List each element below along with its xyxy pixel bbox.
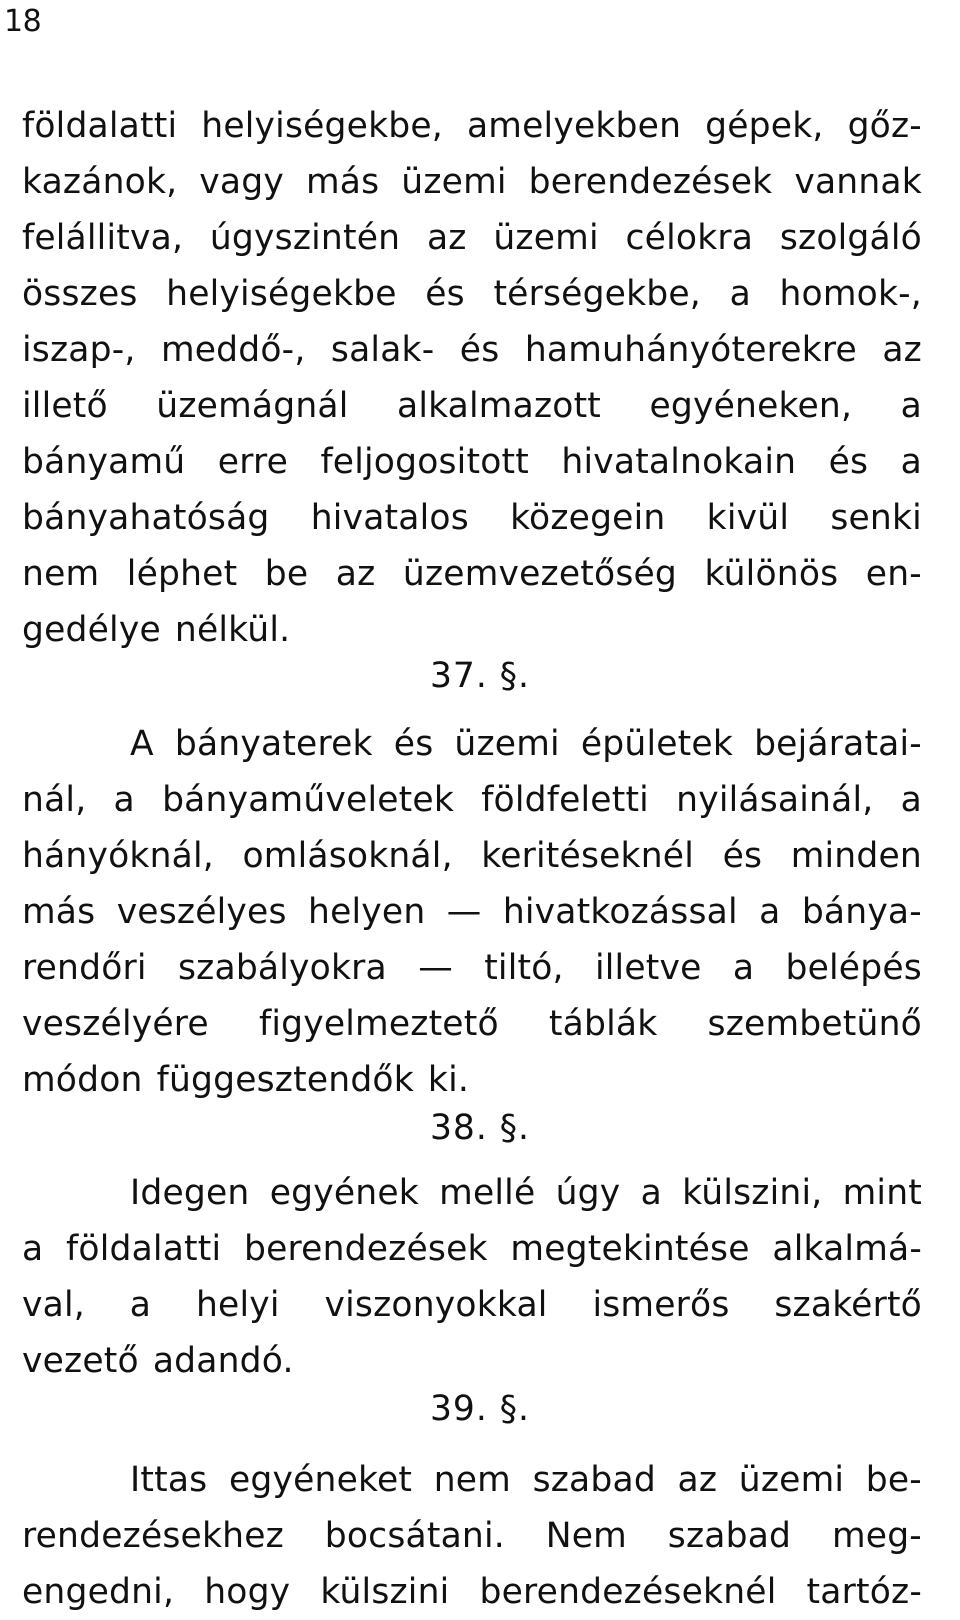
text-line: felállitva, úgyszintén az üzemi célokra szolgáló [22, 218, 922, 258]
text-line: Ittas egyéneket nem szabad az üzemi be- [130, 1460, 922, 1500]
text-line: bányahatóság hivatalos közegein kivül senki [22, 498, 922, 538]
text-line: bányamű erre feljogositott hivatalnokain és a [22, 442, 922, 482]
text-line: nem léphet be az üzemvezetőség különös en- [22, 554, 922, 594]
text-line: módon függesztendők ki. [22, 1060, 470, 1100]
text-line: iszap-, meddő-, salak- és hamuhányóterekre az [22, 330, 922, 370]
section-heading: 39. §. [429, 1389, 531, 1429]
text-line: gedélye nélkül. [22, 610, 291, 650]
text-line: val, a helyi viszonyokkal ismerős szakértő [22, 1285, 922, 1325]
text-line: rendőri szabályokra — tiltó, illetve a belépés [22, 948, 922, 988]
section-heading: 38. §. [429, 1108, 531, 1148]
text-line: engedni, hogy külszini berendezéseknél tartóz- [22, 1572, 922, 1612]
text-line: veszélyére figyelmeztető táblák szembetünő [22, 1004, 922, 1044]
text-line: Idegen egyének mellé úgy a külszini, mint [130, 1173, 922, 1213]
text-line: rendezésekhez bocsátani. Nem szabad meg- [22, 1516, 922, 1556]
text-line: a földalatti berendezések megtekintése alkalmá- [22, 1229, 922, 1269]
section-heading: 37. §. [429, 656, 531, 696]
text-line: hányóknál, omlásoknál, keritéseknél és minden [22, 836, 922, 876]
text-line: illető üzemágnál alkalmazott egyéneken, a [22, 386, 922, 426]
text-line: földalatti helyiségekbe, amelyekben gépek, gőz- [22, 106, 922, 146]
text-line: vezető adandó. [22, 1341, 294, 1381]
page-number: 18 [4, 4, 42, 39]
text-line: nál, a bányaműveletek földfeletti nyilásainál, a [22, 780, 922, 820]
text-line: A bányaterek és üzemi épületek bejáratai- [130, 724, 922, 764]
text-line: összes helyiségekbe és térségekbe, a homok-, [22, 274, 922, 314]
text-line: más veszélyes helyen — hivatkozással a bánya- [22, 892, 922, 932]
text-line: kazánok, vagy más üzemi berendezések vannak [22, 162, 922, 202]
